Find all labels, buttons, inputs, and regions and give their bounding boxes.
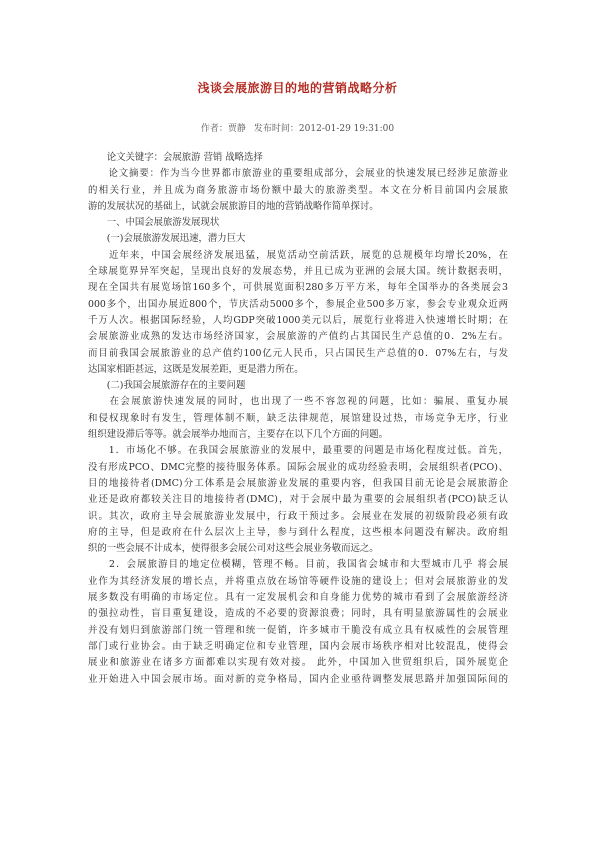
- body-line: 并没有划归到旅游部门统一管理和统一促销，许多城市干脆没有成立具有权威性的会展管理: [88, 624, 508, 636]
- publish-datetime: 2012-01-29 19:31:00: [298, 124, 395, 134]
- body-line: 全球展览界异军突起，呈现出良好的发展态势，并且已成为亚洲的会展大国。统计数据表明，: [88, 266, 508, 278]
- body-line: (一)会展旅游发展迅速，潜力巨大: [88, 233, 246, 245]
- body-line: 业作为其经济发展的增长点，并将重点放在场馆等硬件设施的建设上；但对会展旅游业的发: [88, 575, 508, 587]
- body-line: 目的地接待者(DMC)分工体系是会展旅游业发展的重要内容，但我国目前无论是会展旅游企: [88, 477, 508, 489]
- body-line: 展多数没有明确的市场定位。具有一定发展机会和自身能力优势的城市看到了会展旅游经济: [88, 592, 508, 604]
- body-line: 会展旅游业成熟的发达市场经济国家，会展旅游的产值约占其国民生产总值的0．2%左右。: [88, 331, 508, 343]
- body-line: 近年来，中国会展经济发展迅猛，展览活动空前活跃，展览的总规模年均增长20%，在: [88, 249, 508, 261]
- body-line: 的相关行业，并且成为商务旅游市场份额中最大的旅游类型。本文在分析目前国内会展旅: [88, 184, 508, 196]
- body-line: 业开始进入中国会展市场。面对新的竞争格局，国内企业亟待调整发展思路并加强国际间的: [88, 673, 508, 685]
- article-meta: [0, 121, 595, 134]
- body-line: 展业和旅游业在诸多方面都难以实现有效对接。 此外，中国加入世贸组织后，国外展览企: [88, 657, 508, 669]
- body-line: 业还是政府都较关注目的地接待者(DMC)，对于会展中最为重要的会展组织者(PCO)缺乏认: [88, 494, 508, 506]
- body-line: 织的一些会展不计成本，使得很多会展公司对这些会展业务敬而远之。: [88, 543, 379, 555]
- author-label: 作者：: [200, 124, 228, 134]
- body-line: 在会展旅游快速发展的同时，也出现了一些不容忽视的问题，比如：骗展、重复办展: [88, 396, 508, 408]
- article-body: [88, 150, 508, 688]
- body-line: 一、中国会展旅游发展现状: [88, 217, 220, 229]
- body-line: 2．会展旅游目的地定位模糊，管理不畅。目前，我国省会城市和大型城市几乎 将会展: [88, 559, 508, 571]
- body-line: 识。其次，政府主导会展旅游业发展中，行政干预过多。会展业在发展的初级阶段必须有政: [88, 510, 508, 522]
- body-line: 没有形成PCO、DMC完整的接待服务体系。国际会展业的成功经验表明，会展组织者(PCO)、: [88, 461, 508, 473]
- body-line: 组织建设滞后等等。就会展举办地而言，主要存在以下几个方面的问题。: [88, 429, 389, 441]
- body-line: (二)我国会展旅游存在的主要问题: [88, 380, 246, 392]
- body-line: 千万人次。根据国际经验，人均GDP突破1000美元以后，展览行业将进入快速增长时期；在: [88, 314, 508, 326]
- body-line: 1．市场化不够。在我国会展旅游业的发展中，最重要的问题是市场化程度过低。首先，: [88, 445, 508, 457]
- body-line: 现在全国共有展览场馆160多个，可供展览面积280多万平方米，每年全国举办的各类展会3: [88, 282, 508, 294]
- body-line: 而目前我国会展旅游业的总产值约100亿元人民币，只占国民生产总值的0．07%左右，与发: [88, 347, 508, 359]
- body-line: 府的主导，但是政府在什么层次上主导，参与到什么程度，这些根本问题没有解决。政府组: [88, 526, 508, 538]
- author-name: 贾静: [227, 124, 246, 134]
- article-title: 浅谈会展旅游目的地的营销战略分析: [197, 81, 398, 95]
- body-line: 论文摘要：作为当今世界都市旅游业的重要组成部分，会展业的快速发展已经涉足旅游业: [88, 168, 508, 180]
- body-line: 游的发展状况的基础上，试就会展旅游目的地的营销战略作简单探讨。: [88, 200, 379, 212]
- body-line: 的强拉动性，盲目重复建设，造成的不必要的资源浪费；同时，具有明显旅游属性的会展业: [88, 608, 508, 620]
- body-line: 000多个，出国办展近800个，节庆活动5000多个，参展企业500多万家，参会专业观众近两: [88, 298, 508, 310]
- body-line: 部门或行业协会。由于缺乏明确定位和专业管理，国内会展市场秩序相对比较混乱，使得会: [88, 640, 508, 652]
- body-line: 达国家相距甚远，这既是发展差距，更是潜力所在。: [88, 363, 304, 375]
- date-label: 发布时间：: [253, 124, 299, 134]
- body-line: 和侵权现象时有发生，管理体制不顺，缺乏法律规范，展馆建设过热，市场竞争无序，行业: [88, 412, 508, 424]
- body-line: 论文关键字：会展旅游 营销 战略选择: [88, 152, 263, 163]
